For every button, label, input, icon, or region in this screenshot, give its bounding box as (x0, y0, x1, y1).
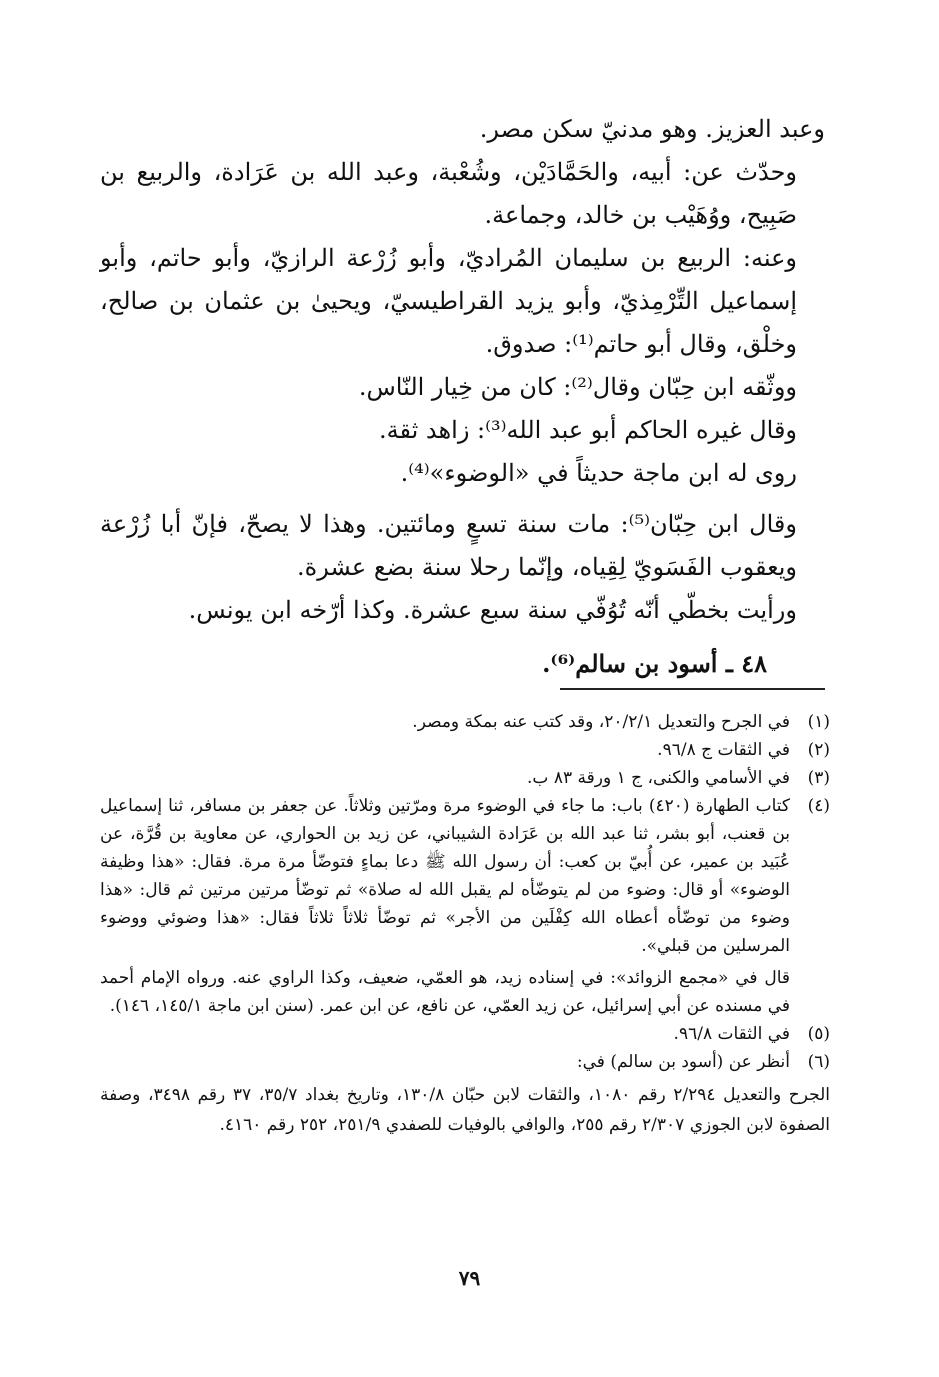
footnote-text: أنظر عن (أسود بن سالم) في: (576, 1052, 790, 1072)
footnote-number: (٣) (807, 768, 830, 788)
footnote-text: في الجرح والتعديل ٢/١‏/٢٠، وقد كتب عنه بمكة ومصر. (412, 712, 790, 732)
text-line: وقال غيره الحاكم أبو عبد الله⁽³⁾: زاهد ثقة. (378, 416, 797, 444)
footnote-text: في الأسامي والكنى، ج ١ ورقة ٨٣ ب. (527, 768, 790, 788)
main-text (100, 108, 825, 685)
entry-heading: ٤٨ ـ أسود بن سالم⁽⁶⁾. (542, 649, 767, 678)
footnote (100, 1048, 830, 1076)
footnote-number: (٤) (807, 796, 830, 816)
footnote-text: في الثقات ٨‏/٩٦. (673, 1024, 790, 1044)
footnote (100, 736, 830, 764)
footnote-number: (١) (807, 712, 830, 732)
footnote (100, 792, 830, 960)
footnote-number: (٢) (807, 740, 830, 760)
footnote-number: (٦) (807, 1052, 830, 1072)
footnotes (100, 708, 830, 1140)
footnote-continuation: قال في «مجمع الزوائد»: في إسناده زيد، هو العمّي، ضعيف، وكذا الراوي عنه. ورواه الإمام أحمد في مسنده عن أبي إسرائيل، عن زيد العمّي، عن نافع، عن ابن عمر. (سنن ابن ماجة ١٤٥/١، ١٤٦). (100, 968, 790, 1016)
footnote (100, 764, 830, 792)
text-paragraph: وعنه: الربيع بن سليمان المُراديّ، وأبو زُرْعة الرازيّ، وأبو حاتم، وأبو إسماعيل التِّرْمِذيّ، وأبو يزيد القراطيسيّ، ويحيىٰ بن عثمان بن صالح، وخلْق، وقال أبو حاتم⁽¹⁾: صدوق. (100, 244, 797, 358)
text-line: ورأيت بخطّي أنّه تُوُفّي سنة سبع عشرة. وكذا أرّخه ابن يونس. (188, 596, 797, 624)
footnote (100, 708, 830, 736)
footnote-sources: الجرح والتعديل ٢/٢٩٤ رقم ١٠٨٠، والثقات لابن حبّان ٨‏/١٣٠، وتاريخ بغداد ٧‏/٣٥، ٣٧ رقم ٣٤٩٨، وصفة الصفوة لابن الجوزي ٢/٣٠٧ رقم ٢٥٥، والوافي بالوفيات للصفدي ٩‏/٢٥١، ٢٥٢ رقم ٤١٦٠. (100, 1085, 830, 1135)
footnote-text: كتاب الطهارة (٤٢٠) باب: ما جاء في الوضوء مرة ومرّتين وثلاثاً. عن جعفر بن مسافر، ثنا إسماعيل بن قعنب، أبو بشر، ثنا عبد الله بن عَرَادة الشيباني، عن زيد بن الحواري، عن معاوية بن قُرَّة، عن عُبَيد بن عمير، عن أُبيّ بن كعب: أن رسول الله ﷺ دعا بماءٍ فتوضّأ مرة مرة. فقال: «هذا وظيفة الوضوء» أو قال: وضوء من لم يتوضّأه لم يقبل الله له صلاة» ثم توضّأ مرتين مرتين ثم قال: «هذا وضوء من توضّأه أعطاه الله كِفْلَين من الأجر» ثم توضّأ ثلاثاً ثلاثاً فقال: «هذا وضوئي ووضوء المرسلين من قبلي». (100, 796, 791, 956)
text-paragraph: وقال ابن حِبّان⁽⁵⁾: مات سنة تسعٍ ومائتين. وهذا لا يصحّ، فإنّ أبا زُرْعة ويعقوب الفَسَويّ لِقِياه، وإنّما رحلا سنة بضع عشرة. (100, 510, 797, 581)
footnote-number: (٥) (807, 1024, 830, 1044)
text-line: وعبد العزيز. وهو مدنيّ سكن مصر. (479, 115, 825, 143)
text-line: ووثّقه ابن حِبّان وقال⁽²⁾: كان من خِيار النّاس. (358, 373, 797, 401)
footnote-text: في الثقات ج ٨‏/٩٦. (657, 740, 790, 760)
text-line: روى له ابن ماجة حديثاً في «الوضوء»⁽⁴⁾. (400, 459, 797, 487)
text-paragraph: وحدّث عن: أبيه، والحَمَّادَيْن، وشُعْبة، وعبد الله بن عَرَادة، والربيع بن صَبِيح، ووُهَيْب بن خالد، وجماعة. (100, 158, 797, 229)
footnote (100, 1020, 830, 1048)
page-number: ٧٩ (458, 1266, 481, 1290)
footnote-divider (560, 688, 825, 690)
